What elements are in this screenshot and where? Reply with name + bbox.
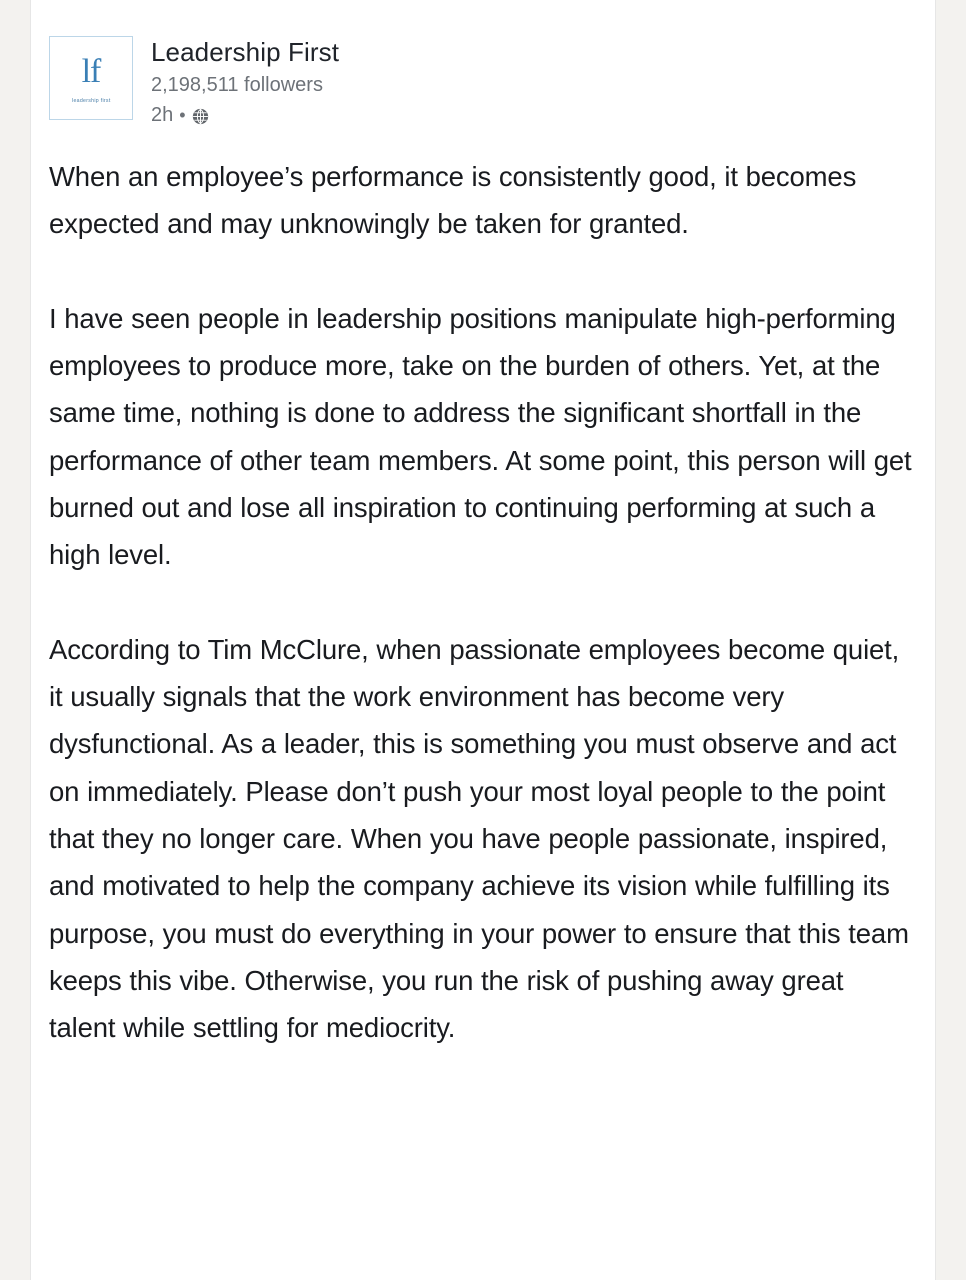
avatar-logo-mark: lf <box>81 52 101 90</box>
post-header <box>49 36 917 127</box>
post-paragraph: When an employee’s performance is consistently good, it becomes expected and may unknowingly be taken for granted. <box>49 160 857 240</box>
post-content <box>31 0 935 1052</box>
post-meta <box>151 104 339 127</box>
post-paragraph: I have seen people in leadership positions manipulate high-performing employees to produce more, take on the burden of others. Yet, at the same time, nothing is done to address the significant shortfall in the performance of other team members. At some point, this person will get burned out and lose all inspiration to continuing performing at such a high level. <box>49 302 912 571</box>
author-name[interactable]: Leadership First <box>151 37 340 67</box>
globe-icon <box>192 108 209 125</box>
avatar[interactable] <box>49 36 133 120</box>
avatar-logo-subtext: leadership first <box>71 97 111 104</box>
meta-separator: • <box>179 105 186 126</box>
post-text <box>49 153 917 1052</box>
follower-count: 2,198,511 followers <box>151 73 323 96</box>
post-header-text <box>151 36 339 127</box>
post-timestamp: 2h <box>151 103 174 126</box>
post-paragraph: According to Tim McClure, when passionate employees become quiet, it usually signals that the work environment has become very dysfunctional. As a leader, this is something you must observe and act on immediately. Please don’t push your most loyal people to the point that they no longer care. When you have people passionate, inspired, and motivated to help the company achieve its vision while fulfilling its purpose, you must do everything in your power to ensure that this team keeps this vibe. Otherwise, you run the risk of pushing away great talent while settling for mediocrity. <box>49 633 909 1044</box>
post-card <box>30 0 936 1280</box>
